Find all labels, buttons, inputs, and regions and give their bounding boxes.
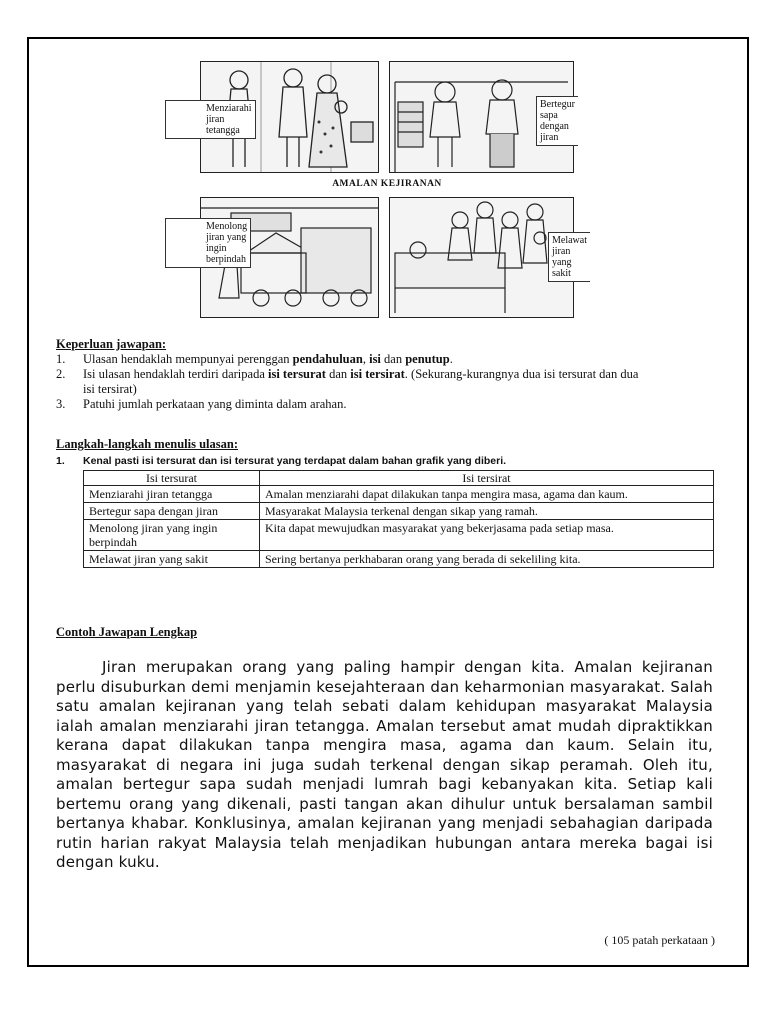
example-heading: Contoh Jawapan Lengkap (56, 625, 198, 639)
visiting-sick-drawing (390, 198, 573, 317)
panel-helping-move (200, 197, 379, 318)
table-cell: Menziarahi jiran tetangga (84, 486, 260, 503)
requirements-list (56, 352, 706, 412)
panel-visiting-sick (389, 197, 587, 318)
table-row (84, 503, 714, 520)
panel-greeting-neighbours (389, 61, 574, 173)
steps-heading: Langkah-langkah menulis ulasan: (56, 437, 239, 451)
table-cell: Menolong jiran yang ingin berpindah (84, 520, 260, 551)
table-cell: Kita dapat mewujudkan masyarakat yang bekerjasama pada setiap masa. (260, 520, 714, 551)
panel-visiting-neighbours (200, 61, 379, 173)
requirement-item: 2. Isi ulasan hendaklah terdiri daripada isi tersurat dan isi tersirat. (Sekurang-kurangnya dua isi tersurat dan dua isi tersirat) (56, 367, 639, 396)
table-cell: Sering bertanya perkhabaran orang yang berada di sekeliling kita. (260, 551, 714, 568)
content-table (83, 470, 714, 568)
caption-visiting-sick: Melawat jiran yang sakit (548, 232, 590, 282)
step-1: 1. Kenal pasti isi tersurat dan isi tersurat yang terdapat dalam bahan grafik yang diberi. (56, 455, 507, 467)
requirement-item: 3. Patuhi jumlah perkataan yang diminta dalam arahan. (56, 397, 347, 411)
table-header-row (84, 471, 714, 486)
table-row (84, 486, 714, 503)
requirements-heading: Keperluan jawapan: (56, 337, 167, 351)
table-cell: Masyarakat Malaysia terkenal dengan sikap yang ramah. (260, 503, 714, 520)
table-cell: Bertegur sapa dengan jiran (84, 503, 260, 520)
column-header: Isi tersurat (84, 471, 260, 486)
illustration-title: AMALAN KEJIRANAN (332, 179, 442, 189)
caption-visiting: Menziarahi jiran tetangga (165, 100, 256, 139)
column-header: Isi tersirat (260, 471, 714, 486)
example-paragraph: Jiran merupakan orang yang paling hampir dengan kita. Amalan kejiranan perlu disuburkan demi menjamin kesejahteraan dan keharmonian masyarakat. Salah satu amalan kejiranan yang telah sebati dalam kehidupan masyarakat Malaysia ialah amalan menziarahi jiran tetangga. Amalan tersebut amat mudah dipraktikkan kerana dapat dilakukan tanpa mengira masa, agama dan kaum. Selain itu, masyarakat di negara ini juga sudah terkenal dengan sikap peramah. Oleh itu, amalan bertegur sapa sudah menjadi lumrah bagi kebanyakan kita. Setiap kali bertemu orang yang dikenali, pasti tangan akan dihulur untuk bersalaman sambil bertanya khabar. Konklusinya, amalan kejiranan yang menjadi sebahagian daripada rutin harian rakyat Malaysia telah menjadikan hubungan antara mereka bagai isi dengan kuku. (56, 658, 713, 871)
illustration (196, 58, 587, 320)
table-row (84, 520, 714, 551)
caption-greeting: Bertegur sapa dengan jiran (536, 96, 578, 146)
table-cell: Melawat jiran yang sakit (84, 551, 260, 568)
caption-helping: Menolong jiran yang ingin berpindah (165, 218, 251, 268)
word-count: ( 105 patah perkataan ) (604, 933, 715, 947)
table-cell: Amalan menziarahi dapat dilakukan tanpa mengira masa, agama dan kaum. (260, 486, 714, 503)
table-row (84, 551, 714, 568)
requirement-item: 1. Ulasan hendaklah mempunyai perenggan pendahuluan, isi dan penutup. (56, 352, 453, 366)
